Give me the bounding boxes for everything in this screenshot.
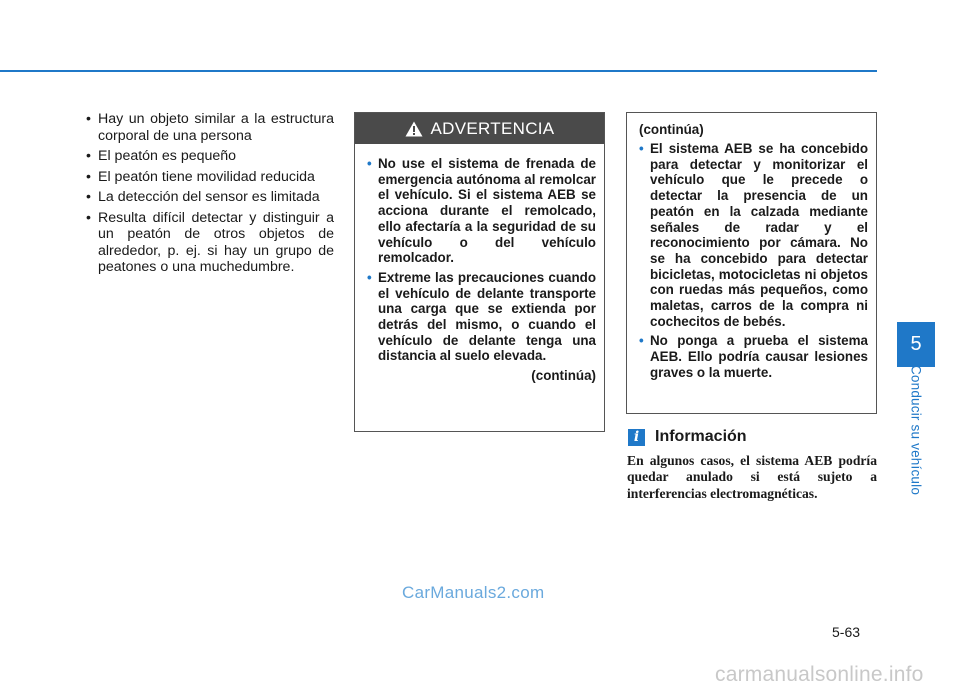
warning-item: • Extreme las precauciones cuando el vehículo de delante transporte una carga que se extienda por detrás del mismo, o cuando el vehículo de delante tenga una distancia al suelo elevada. (367, 270, 596, 364)
warning-box (354, 112, 605, 432)
left-column (78, 111, 334, 280)
page-number: 5-63 (832, 624, 861, 640)
watermark-bottom: carmanualsonline.info (715, 663, 924, 686)
continuation-heading: (continúa) (639, 122, 704, 137)
info-icon: i (628, 429, 645, 446)
chapter-tab: 5 (897, 322, 935, 367)
warning-header (355, 113, 604, 144)
list-item: • Hay un objeto similar a la estructura corporal de una persona (78, 111, 334, 144)
warning-triangle-icon (405, 121, 423, 137)
info-heading (628, 428, 747, 446)
warning-item: • No use el sistema de frenada de emergencia autónoma al remolcar el vehículo. Si el sistema AEB se acciona durante el remolcado, ello afectaría a la seguridad de su vehículo o del vehículo remolcador. (367, 156, 596, 266)
condition-list (78, 111, 334, 276)
list-item: • Resulta difícil detectar y distinguir a un peatón de otros objetos de alrededor, p. ej. si hay un grupo de peatones o una muchedumbre. (78, 210, 334, 276)
list-item: • La detección del sensor es limitada (78, 189, 334, 206)
continues-label: (continúa) (531, 368, 596, 384)
continuation-box (626, 112, 877, 414)
list-item: • El peatón es pequeño (78, 148, 334, 165)
continuation-item: • El sistema AEB se ha concebido para detectar y monitorizar el vehículo que le precede o detectar la presencia de un peatón en la calzada mediante señales de radar y el reconocimiento por cámara. No se ha concebido para detectar bicicletas, motocicletas ni objetos con ruedas más pequeños, como maletas, carros de la compra ni cochecitos de bebés. (639, 141, 868, 329)
continuation-item: • No ponga a prueba el sistema AEB. Ello podría causar lesiones graves o la muerte. (639, 333, 868, 380)
chapter-label-text: Conducir su vehículo (908, 364, 924, 496)
info-title: Información (655, 428, 747, 445)
list-item: • El peatón tiene movilidad reducida (78, 169, 334, 186)
info-text: En algunos casos, el sistema AEB podría quedar anulado si está sujeto a interferencias electromagnéticas. (627, 453, 877, 501)
warning-title: ADVERTENCIA (430, 118, 555, 138)
warning-body (355, 144, 604, 384)
header-rule (0, 70, 877, 72)
watermark-top: CarManuals2.com (402, 583, 545, 602)
